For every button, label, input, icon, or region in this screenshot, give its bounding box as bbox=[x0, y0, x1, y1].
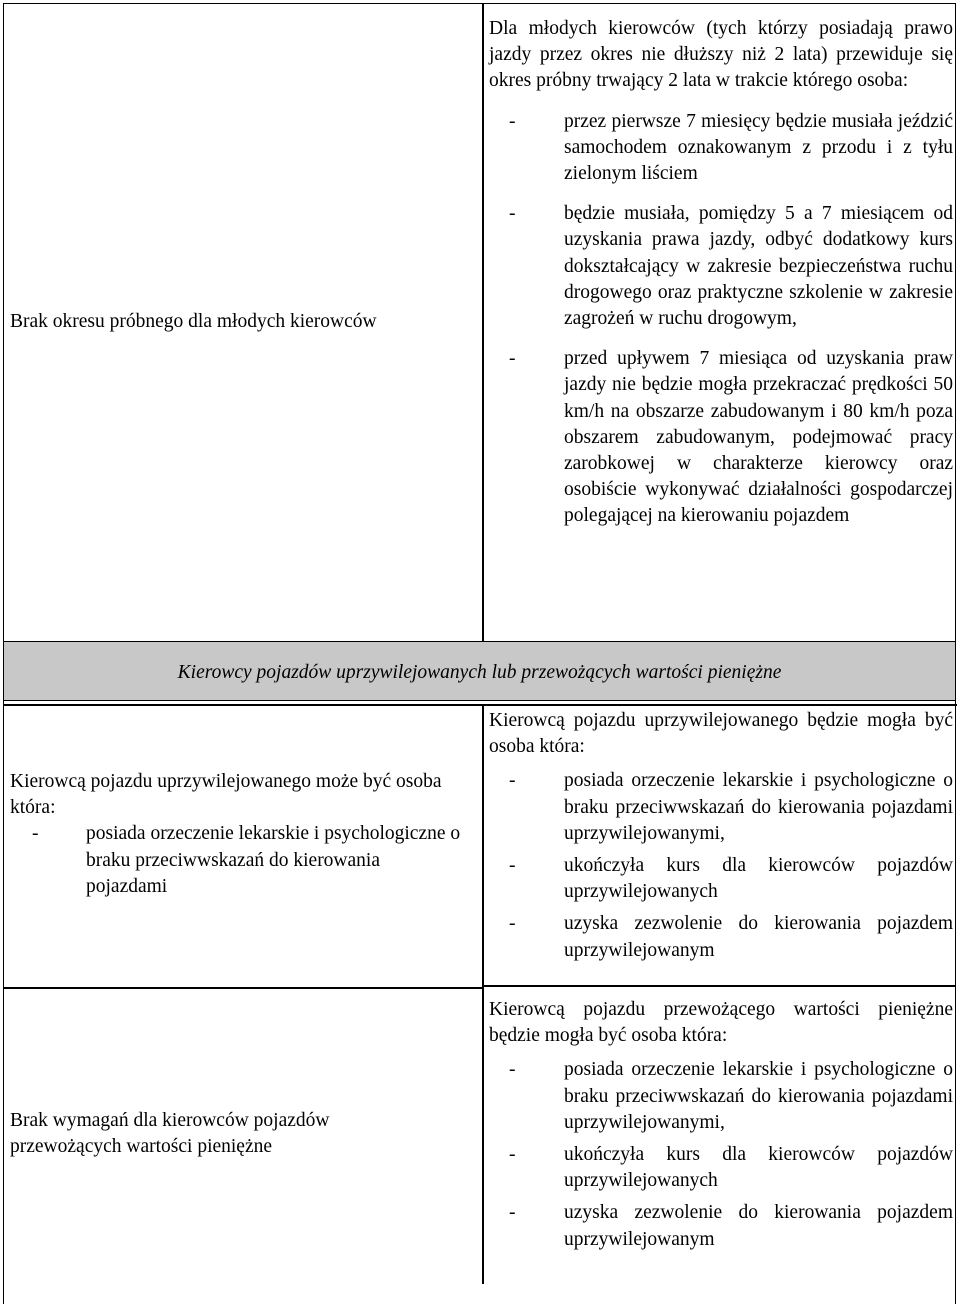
dash-marker: - bbox=[509, 1059, 516, 1081]
dash-marker: - bbox=[509, 770, 516, 792]
row1-right-cell bbox=[489, 16, 953, 530]
section-header bbox=[4, 641, 955, 701]
list-item-text: przed upływem 7 miesiąca od uzyskania praw jazdy nie będzie mogła przekraczać prędkości 50 km/h na obszarze zabudowanym i 80 km/h poza obszarem zabudowanym, podejmować pracy zarobkowej w charakterze kierowcy oraz osobiście wykonywać działalności gospodarczej polegającej na kierowaniu pojazdem bbox=[564, 348, 953, 527]
list-item bbox=[489, 1057, 953, 1136]
row2-right-cell bbox=[489, 708, 953, 964]
row2-left-intro: Kierowcą pojazdu uprzywilejowanego może być osoba która: bbox=[10, 771, 442, 819]
dash-marker: - bbox=[509, 855, 516, 877]
list-item-text: ukończyła kurs dla kierowców pojazdów uprzywilejowanych bbox=[564, 855, 953, 903]
row1-left-cell bbox=[10, 309, 470, 335]
list-item-text: przez pierwsze 7 miesięcy będzie musiała jeździć samochodem oznakowanym z przodu i z tyłu zielonym liściem bbox=[564, 110, 953, 185]
dash-marker: - bbox=[32, 823, 39, 845]
list-item-text: posiada orzeczenie lekarskie i psychologiczne o braku przeciwwskazań do kierowania pojazdami bbox=[86, 823, 461, 897]
list-item bbox=[489, 109, 953, 188]
row2-top-border bbox=[3, 704, 957, 706]
list-item bbox=[10, 821, 465, 900]
list-item bbox=[489, 1142, 953, 1194]
row3-right-cell bbox=[489, 997, 953, 1253]
list-item bbox=[489, 201, 953, 332]
row1-intro: Dla młodych kierowców (tych którzy posiadają prawo jazdy przez okres nie dłuższy niż 2 lata) przewiduje się okres próbny trwający 2 lata w trakcie którego osoba: bbox=[489, 18, 953, 92]
dash-marker: - bbox=[509, 1144, 516, 1166]
dash-marker: - bbox=[509, 348, 516, 370]
row3-left-cell bbox=[10, 1108, 430, 1160]
row2-left-cell bbox=[10, 769, 465, 900]
row3-left-text: Brak wymagań dla kierowców pojazdów przewożących wartości pieniężne bbox=[10, 1110, 330, 1158]
dash-marker: - bbox=[509, 913, 516, 935]
dash-marker: - bbox=[509, 1202, 516, 1224]
list-item bbox=[489, 853, 953, 905]
list-item-text: uzyska zezwolenie do kierowania pojazdem uprzywilejowanym bbox=[564, 1202, 953, 1250]
list-item-text: uzyska zezwolenie do kierowania pojazdem uprzywilejowanym bbox=[564, 913, 953, 961]
list-item bbox=[489, 1200, 953, 1252]
list-item-text: będzie musiała, pomiędzy 5 a 7 miesiącem od uzyskania prawa jazdy, odbyć dodatkowy kurs dokształcający w zakresie bezpieczeństwa ruchu drogowego oraz praktyczne szkolenie w zakresie zagrożeń w ruchu drogowym, bbox=[564, 203, 953, 330]
list-item bbox=[489, 768, 953, 847]
list-item-text: posiada orzeczenie lekarskie i psychologiczne o braku przeciwwskazań do kierowania pojazdami uprzywilejowanymi, bbox=[564, 1059, 953, 1133]
list-item-text: ukończyła kurs dla kierowców pojazdów uprzywilejowanych bbox=[564, 1144, 953, 1192]
list-item bbox=[489, 911, 953, 963]
row2-right-intro: Kierowcą pojazdu uprzywilejowanego będzie mogła być osoba która: bbox=[489, 710, 953, 758]
row3-right-intro: Kierowcą pojazdu przewożącego wartości pieniężne będzie mogła być osoba która: bbox=[489, 999, 953, 1047]
dash-marker: - bbox=[509, 110, 516, 132]
row3-right-border bbox=[482, 985, 956, 987]
dash-marker: - bbox=[509, 203, 516, 225]
section-title: Kierowcy pojazdów uprzywilejowanych lub przewożących wartości pieniężne bbox=[177, 661, 782, 683]
row3-left-border bbox=[3, 987, 483, 989]
row1-column-divider bbox=[482, 3, 484, 641]
row2-column-divider bbox=[482, 704, 484, 1284]
row1-left-text: Brak okresu próbnego dla młodych kierowców bbox=[10, 311, 377, 332]
list-item-text: posiada orzeczenie lekarskie i psychologiczne o braku przeciwwskazań do kierowania pojazdami uprzywilejowanymi, bbox=[564, 770, 953, 844]
list-item bbox=[489, 346, 953, 529]
